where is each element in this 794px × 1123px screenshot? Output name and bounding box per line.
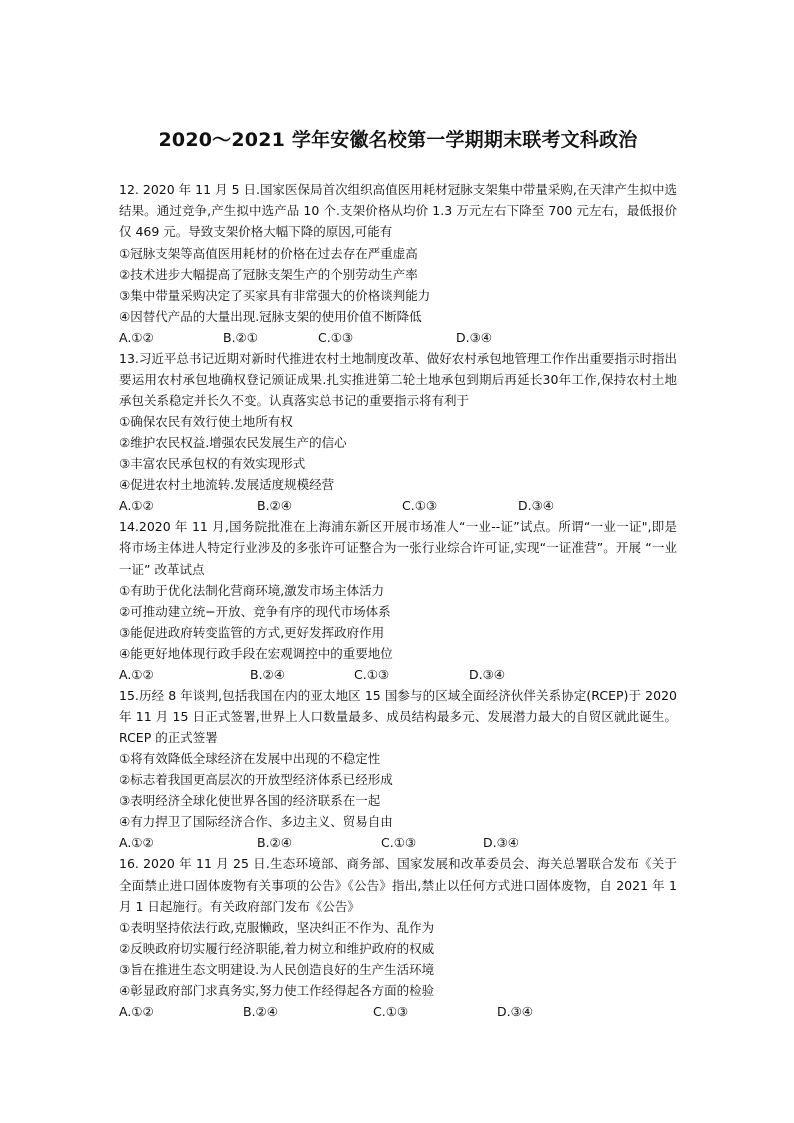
option-3: ③旨在推进生态文明建设.为人民创造良好的生产生活环境 — [119, 962, 435, 978]
choice-b: B.②④ — [257, 498, 292, 514]
choice-c: C.①③ — [373, 1004, 409, 1020]
choice-c: C.①③ — [381, 835, 417, 851]
choice-b: B.②④ — [243, 1004, 278, 1020]
choice-a: A.①② — [119, 666, 154, 682]
option-1: ①确保农民有效行使土地所有权 — [119, 414, 293, 430]
choice-a: A.①② — [119, 1004, 154, 1020]
choice-c: C.①③ — [354, 666, 390, 682]
question-stem: 12. 2020 年 11 月 5 日.国家医保局首次组织高值医用耗材冠脉支架集中带量采购,在天津产生拟中选结果。通过竞争,产生拟中选产品 10 个.支架价格从均价 1.3 万元左右下降至 700 元左右，最低报价仅 469 元。导致支架价格大幅下降的原因,可能有 — [119, 182, 677, 240]
choice-d: D.③④ — [483, 835, 520, 851]
option-1: ①有助于优化法制化营商环境,激发市场主体活力 — [119, 582, 385, 598]
option-2: ②标志着我国更高层次的开放型经济体系已经形成 — [119, 772, 393, 788]
option-2: ②可推动建立统−开放、竞争有序的现代市场体系 — [119, 603, 391, 619]
option-4: ④因替代产品的大量出现.冠脉支架的使用价值不断降低 — [119, 308, 422, 324]
answer-choices — [119, 495, 677, 516]
option-2: ②技术进步大幅提高了冠脉支架生产的个别劳动生产率 — [119, 266, 418, 282]
option-3: ③能促进政府转变监管的方式,更好发挥政府作用 — [119, 624, 385, 640]
answer-choices — [119, 832, 677, 853]
question-stem: 15.历经 8 年谈判,包括我国在内的亚太地区 15 国参与的区域全面经济伙伴关系协定(RCEP)于 2020 年 11 月 15 日正式签署,世界上人口数量最多、成员结构最多元、发展潜力最大的自贸区就此诞生。RCEP 的正式签署 — [119, 687, 677, 746]
question-15 — [119, 685, 677, 854]
choice-b: B.②① — [223, 329, 258, 345]
choice-d: D.③④ — [456, 329, 493, 345]
choice-d: D.③④ — [518, 498, 555, 514]
option-3: ③集中带量采购决定了买家具有非常强大的价格谈判能力 — [119, 287, 431, 303]
answer-choices — [119, 1001, 677, 1022]
question-stem: 14.2020 年 11 月,国务院批准在上海浦东新区开展市场准人“一业-‑证”试点。所谓“一业一证",即是将市场主体进人特定行业涉及的多张许可证整合为一张行业综合许可证,实现“一证准营”。开展 “一业一证” 改革试点 — [119, 519, 677, 577]
option-3: ③丰富农民承包权的有效实现形式 — [119, 456, 306, 472]
option-4: ④能更好地体现行政手段在宏观调控中的重要地位 — [119, 645, 393, 661]
choice-a: A.①② — [119, 329, 154, 345]
option-4: ④彰显政府部门求真务实,努力使工作经得起各方面的检验 — [119, 983, 435, 999]
choice-b: B.②④ — [257, 835, 292, 851]
option-1: ①将有效降低全球经济在发展中出现的不稳定性 — [119, 751, 381, 767]
choice-c: C.①③ — [402, 498, 438, 514]
answer-choices — [119, 327, 677, 348]
exam-page — [119, 127, 677, 1022]
option-1: ①冠脉支架等高值医用耗材的价格在过去存在严重虚高 — [119, 245, 418, 261]
option-3: ③表明经济全球化使世界各国的经济联系在一起 — [119, 793, 381, 809]
choice-b: B.②④ — [250, 666, 285, 682]
answer-choices — [119, 664, 677, 685]
question-13 — [119, 348, 677, 517]
option-2: ②维护农民权益.增强农民发展生产的信心 — [119, 435, 347, 451]
choice-a: A.①② — [119, 498, 154, 514]
question-stem: 13.习近平总书记近期对新时代推进农村土地制度改革、做好农村承包地管理工作作出重要指示时指出要运用农村承包地确权登记颁证成果.扎实推进第二轮土地承包到期后再延长30年工作,保持农村土地承包关系稳定并长久不变。认真落实总书记的重要指示将有利于 — [119, 350, 677, 409]
choice-d: D.③④ — [469, 666, 506, 682]
option-1: ①表明坚持依法行政,克服懒政，坚决纠正不作为、乱作为 — [119, 920, 435, 936]
option-4: ④有力捍卫了国际经济合作、多边主义、贸易自由 — [119, 814, 393, 830]
exam-title: 2020～2021 学年安徽名校第一学期期末联考文科政治 — [158, 129, 638, 151]
question-stem: 16. 2020 年 11 月 25 日.生态环境部、商务部、国家发展和改革委员会、海关总署联合发布《关于全面禁止进口固体废物有关事项的公告》《公告》指出,禁止以任何方式进口固体废物，自 2021 年 1 月 1 日起施行。有关政府部门发布《公告》 — [119, 856, 677, 914]
question-14 — [119, 516, 677, 685]
option-2: ②反映政府切实履行经济职能,着力树立和维护政府的权威 — [119, 941, 435, 957]
question-12 — [119, 179, 677, 348]
option-4: ④促进农村土地流转.发展适度规模经营 — [119, 477, 335, 493]
question-16 — [119, 853, 677, 1022]
choice-d: D.③④ — [497, 1004, 534, 1020]
choice-c: C.①③ — [318, 329, 354, 345]
choice-a: A.①② — [119, 835, 154, 851]
